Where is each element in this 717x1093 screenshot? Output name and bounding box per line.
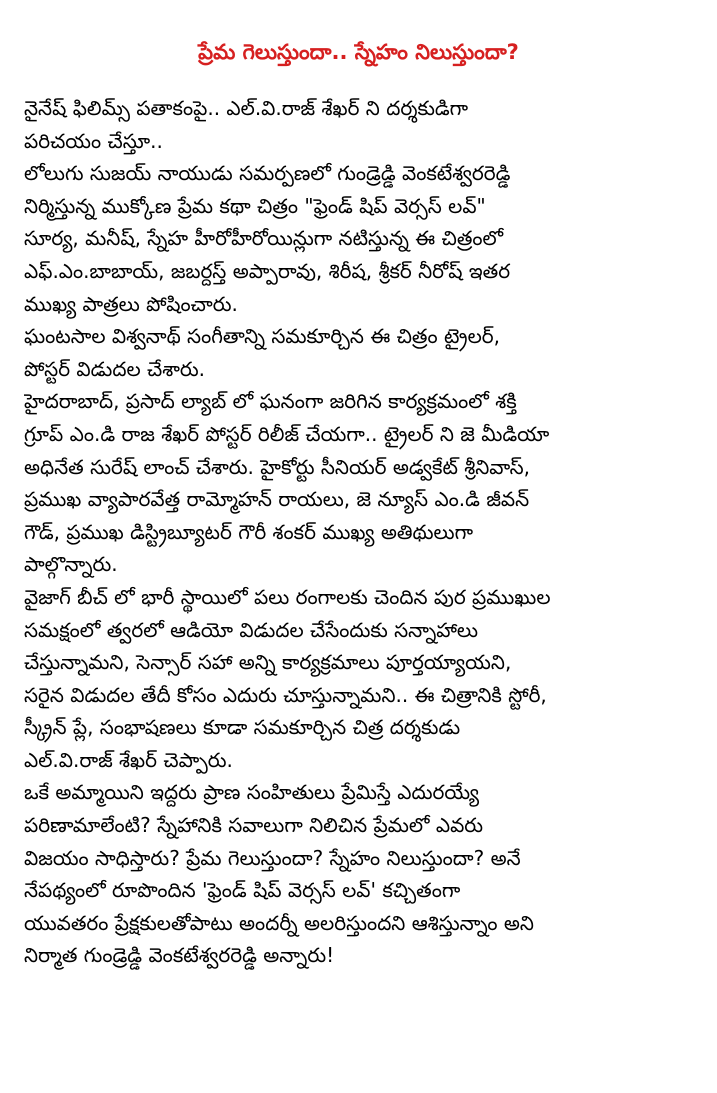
article-line: ప్రముఖ వ్యాపారవేత్త రామ్మోహన్ రాయలు, జె న్యూస్ ఎం.డి జీవన్ — [24, 487, 530, 512]
article-body — [24, 92, 693, 972]
article-line: లోలుగు సుజయ్ నాయుడు సమర్పణలో గుండ్రెడ్డి వెంకటేశ్వరరెడ్డి — [24, 161, 511, 186]
article-line: నిర్మాత గుండ్రెడ్డి వెంకటేశ్వరరెడ్డి అన్నారు! — [24, 943, 335, 968]
article-line: అధినేత సురేష్ లాంచ్ చేశారు. హైకోర్టు సీనియర్ అడ్వకేట్ శ్రీనివాస్, — [24, 454, 531, 479]
article-line: సమక్షంలో త్వరలో ఆడియో విడుదల చేసేందుకు సన్నాహాలు — [24, 617, 479, 642]
article-line: ఎఫ్.ఎం.బాబాయ్, జబర్దస్త్ అప్పారావు, శిరీష, శ్రీకర్ నీరోష్ ఇతర — [24, 258, 511, 283]
article-line: సూర్య, మనీష్, స్నేహ హీరోహీరోయిన్లుగా నటిస్తున్న ఈ చిత్రంలో — [24, 226, 504, 251]
article-line: వైజాగ్ బీచ్ లో భారీ స్థాయిలో పలు రంగాలకు చెందిన పుర ప్రముఖుల — [24, 584, 551, 609]
article-line: స్క్రీన్ ప్లే, సంభాషణలు కూడా సమకూర్చిన చిత్ర దర్శకుడు — [24, 715, 461, 740]
article-line: ఘంటసాల విశ్వనాథ్ సంగీతాన్ని సమకూర్చిన ఈ చిత్రం ట్రైలర్, — [24, 324, 500, 349]
article-line: నిర్మిస్తున్న ముక్కోణ ప్రేమ కథా చిత్రం "ఫ్రెండ్ షిప్ వెర్సస్ లవ్" — [24, 193, 486, 218]
article-line: నేపథ్యంలో రూపొందిన 'ఫ్రెండ్ షిప్ వెర్సస్ లవ్' కచ్చితంగా — [24, 878, 461, 903]
article-line: ఎల్.వి.రాజ్ శేఖర్ చెప్పారు. — [24, 747, 233, 772]
article-line: సరైన విడుదల తేదీ కోసం ఎదురు చూస్తున్నామని.. ఈ చిత్రానికి స్టోరీ, — [24, 682, 547, 707]
article-line: విజయం సాధిస్తారు? ప్రేమ గెలుస్తుందా? స్నేహం నిలుస్తుందా? అనే — [24, 845, 521, 870]
article-line: పోస్టర్ విడుదల చేశారు. — [24, 356, 205, 381]
article-line: యువతరం ప్రేక్షకులతోపాటు అందర్నీ అలరిస్తుందని ఆశిస్తున్నాం అని — [24, 910, 534, 935]
article-line: గ్రూప్ ఎం.డి రాజ శేఖర్ పోస్టర్ రిలీజ్ చేయగా.. ట్రైలర్ ని జె మీడియా — [24, 421, 550, 446]
article-line: హైదరాబాద్, ప్రసాద్ ల్యాబ్ లో ఘనంగా జరిగిన కార్యక్రమంలో శక్తి — [24, 389, 517, 414]
article-line: పాల్గొన్నారు. — [24, 552, 118, 577]
article-line: గౌడ్, ప్రముఖ డిస్ట్రిబ్యూటర్ గౌరీ శంకర్ ముఖ్య అతిథులుగా — [24, 519, 474, 544]
article-line: పరిణామాలేంటి? స్నేహానికి సవాలుగా నిలిచిన ప్రేమలో ఎవరు — [24, 813, 484, 838]
article-line: ముఖ్య పాత్రలు పోషించారు. — [24, 291, 238, 316]
article-line: చేస్తున్నామని, సెన్సార్ సహా అన్ని కార్యక్రమాలు పూర్తయ్యాయని, — [24, 650, 512, 675]
article-line: ఒకే అమ్మాయిని ఇద్దరు ప్రాణ సంహితులు ప్రేమిస్తే ఎదురయ్యే — [24, 780, 480, 805]
article-line: నైనేష్ ఫిలిమ్స్ పతాకంపై.. ఎల్.వి.రాజ్ శేఖర్ ని దర్శకుడిగా — [24, 96, 469, 120]
article-title: ప్రేమ గెలుస్తుందా.. స్నేహం నిలుస్తుందా? — [198, 40, 519, 64]
article-line: పరిచయం చేస్తూ.. — [24, 128, 163, 153]
